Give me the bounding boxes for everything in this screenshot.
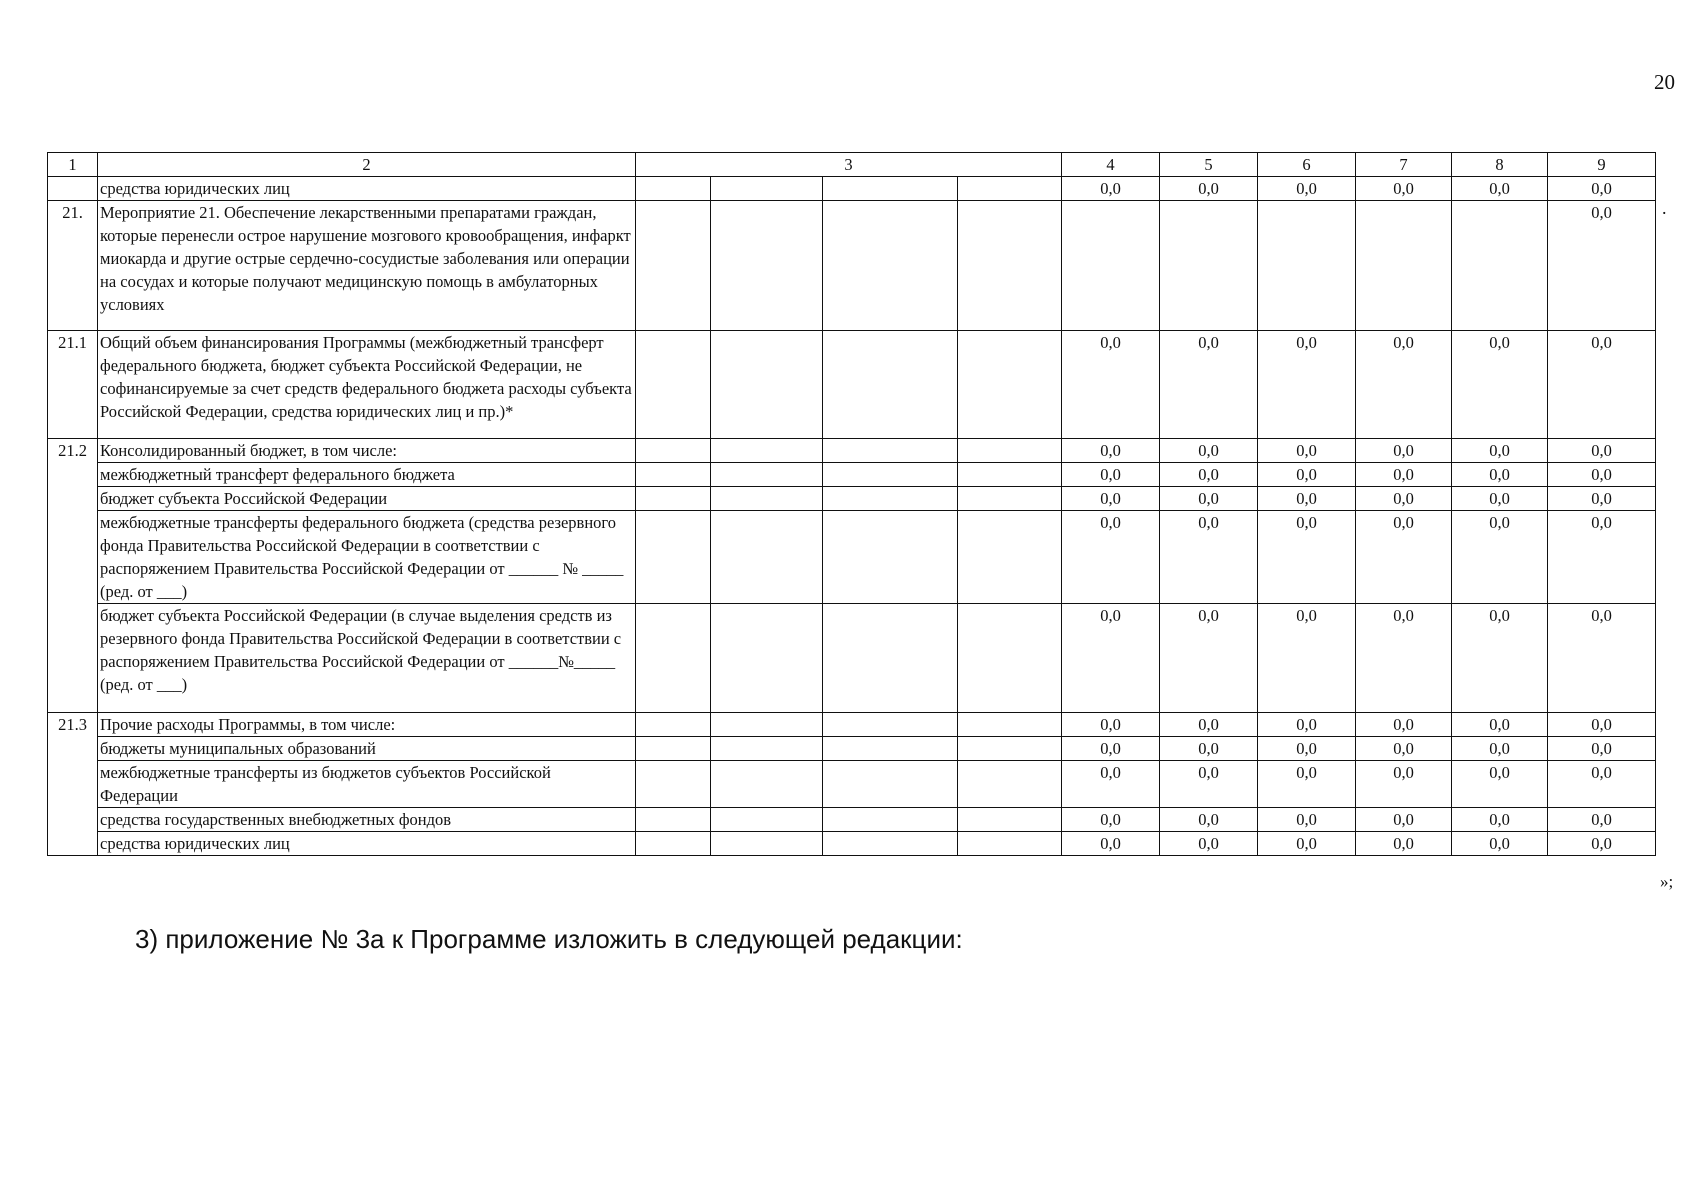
value-cell: 0,0 bbox=[1452, 737, 1548, 761]
column-header: 4 bbox=[1062, 153, 1160, 177]
value-cell: 0,0 bbox=[1160, 439, 1258, 463]
column-header: 2 bbox=[98, 153, 636, 177]
table-row bbox=[48, 177, 1656, 201]
value-cell: 0,0 bbox=[1356, 487, 1452, 511]
row-number bbox=[48, 761, 98, 808]
value-cell: 0,0 bbox=[1356, 737, 1452, 761]
value-cell: 0,0 bbox=[1258, 737, 1356, 761]
value-cell bbox=[1062, 201, 1160, 331]
empty-cell bbox=[636, 808, 711, 832]
row-description: Прочие расходы Программы, в том числе: bbox=[98, 713, 636, 737]
empty-cell bbox=[958, 604, 1062, 713]
value-cell: 0,0 bbox=[1062, 463, 1160, 487]
empty-cell bbox=[823, 511, 958, 604]
empty-cell bbox=[636, 439, 711, 463]
value-cell: 0,0 bbox=[1356, 832, 1452, 856]
value-cell: 0,0 bbox=[1062, 737, 1160, 761]
table-row bbox=[48, 761, 1656, 808]
value-cell: 0,0 bbox=[1160, 604, 1258, 713]
value-cell: 0,0 bbox=[1356, 511, 1452, 604]
value-cell: 0,0 bbox=[1258, 832, 1356, 856]
row-description: Мероприятие 21. Обеспечение лекарственными препаратами граждан, которые перенесли острое нарушение мозгового кровообращения, инфаркт миокарда и другие острые сердечно-сосудистые заболевания или операции на сосудах и которые получают медицинскую помощь в амбулаторных условиях bbox=[98, 201, 636, 331]
value-cell: 0,0 bbox=[1258, 487, 1356, 511]
empty-cell bbox=[711, 604, 823, 713]
empty-cell bbox=[823, 737, 958, 761]
row-description: межбюджетные трансферты федерального бюджета (средства резервного фонда Правительства Российской Федерации в соответствии с распоряжением Правительства Российской Федерации от ______ № _____ (ред. от ___) bbox=[98, 511, 636, 604]
empty-cell bbox=[823, 439, 958, 463]
value-cell: 0,0 bbox=[1160, 808, 1258, 832]
row-number: 21.1 bbox=[48, 331, 98, 439]
value-cell: 0,0 bbox=[1160, 177, 1258, 201]
value-cell: 0,0 bbox=[1452, 487, 1548, 511]
value-cell: 0,0 bbox=[1548, 808, 1656, 832]
empty-cell bbox=[711, 511, 823, 604]
value-cell: 0,0 bbox=[1356, 463, 1452, 487]
value-cell: 0,0 bbox=[1452, 761, 1548, 808]
row-number bbox=[48, 737, 98, 761]
value-cell: 0,0 bbox=[1258, 511, 1356, 604]
empty-cell bbox=[711, 439, 823, 463]
value-cell bbox=[1356, 201, 1452, 331]
row-description: межбюджетные трансферты из бюджетов субъектов Российской Федерации bbox=[98, 761, 636, 808]
empty-cell bbox=[823, 832, 958, 856]
row-number: 21. bbox=[48, 201, 98, 331]
empty-cell bbox=[823, 761, 958, 808]
empty-cell bbox=[711, 463, 823, 487]
value-cell: 0,0 bbox=[1452, 713, 1548, 737]
row-number: 21.2 bbox=[48, 439, 98, 463]
empty-cell bbox=[823, 201, 958, 331]
value-cell: 0,0 bbox=[1258, 463, 1356, 487]
value-cell: 0,0 bbox=[1062, 808, 1160, 832]
column-header: 1 bbox=[48, 153, 98, 177]
table-row bbox=[48, 463, 1656, 487]
value-cell: 0,0 bbox=[1356, 331, 1452, 439]
value-cell: 0,0 bbox=[1548, 177, 1656, 201]
row-description: межбюджетный трансферт федерального бюджета bbox=[98, 463, 636, 487]
empty-cell bbox=[711, 808, 823, 832]
empty-cell bbox=[711, 331, 823, 439]
row-description: бюджет субъекта Российской Федерации bbox=[98, 487, 636, 511]
value-cell: 0,0 bbox=[1548, 463, 1656, 487]
value-cell: 0,0 bbox=[1452, 511, 1548, 604]
row-number bbox=[48, 511, 98, 604]
table-row bbox=[48, 832, 1656, 856]
row-number bbox=[48, 177, 98, 201]
value-cell: 0,0 bbox=[1258, 761, 1356, 808]
instruction-text: 3) приложение № 3а к Программе изложить в следующей редакции: bbox=[135, 924, 963, 954]
empty-cell bbox=[958, 761, 1062, 808]
program-financing-table bbox=[47, 152, 1656, 856]
table-row bbox=[48, 201, 1656, 331]
empty-cell bbox=[636, 177, 711, 201]
value-cell: 0,0 bbox=[1356, 604, 1452, 713]
empty-cell bbox=[636, 331, 711, 439]
value-cell: 0,0 bbox=[1452, 463, 1548, 487]
row-number bbox=[48, 463, 98, 487]
value-cell: 0,0 bbox=[1062, 832, 1160, 856]
column-header: 5 bbox=[1160, 153, 1258, 177]
row-number: 21.3 bbox=[48, 713, 98, 737]
row-description: Консолидированный бюджет, в том числе: bbox=[98, 439, 636, 463]
table-row bbox=[48, 487, 1656, 511]
value-cell: 0,0 bbox=[1160, 761, 1258, 808]
row-number bbox=[48, 808, 98, 832]
value-cell: 0,0 bbox=[1062, 511, 1160, 604]
table-row bbox=[48, 511, 1656, 604]
empty-cell bbox=[958, 832, 1062, 856]
empty-cell bbox=[823, 177, 958, 201]
value-cell: 0,0 bbox=[1452, 177, 1548, 201]
empty-cell bbox=[636, 761, 711, 808]
column-header: 6 bbox=[1258, 153, 1356, 177]
value-cell: 0,0 bbox=[1548, 487, 1656, 511]
value-cell: 0,0 bbox=[1160, 737, 1258, 761]
value-cell: 0,0 bbox=[1548, 832, 1656, 856]
empty-cell bbox=[958, 331, 1062, 439]
value-cell: 0,0 bbox=[1160, 463, 1258, 487]
empty-cell bbox=[636, 201, 711, 331]
table-row bbox=[48, 604, 1656, 713]
table-row bbox=[48, 808, 1656, 832]
value-cell: 0,0 bbox=[1160, 331, 1258, 439]
value-cell: 0,0 bbox=[1258, 713, 1356, 737]
row-description: средства государственных внебюджетных фондов bbox=[98, 808, 636, 832]
value-cell: 0,0 bbox=[1356, 713, 1452, 737]
value-cell: 0,0 bbox=[1062, 713, 1160, 737]
value-cell: 0,0 bbox=[1548, 761, 1656, 808]
empty-cell bbox=[958, 487, 1062, 511]
value-cell: 0,0 bbox=[1062, 177, 1160, 201]
row-number bbox=[48, 604, 98, 713]
empty-cell bbox=[958, 808, 1062, 832]
row-number bbox=[48, 832, 98, 856]
empty-cell bbox=[711, 201, 823, 331]
empty-cell bbox=[636, 737, 711, 761]
value-cell: 0,0 bbox=[1356, 439, 1452, 463]
value-cell: 0,0 bbox=[1160, 487, 1258, 511]
empty-cell bbox=[711, 177, 823, 201]
value-cell: 0,0 bbox=[1258, 331, 1356, 439]
page-number: 20 bbox=[1654, 70, 1675, 94]
value-cell: 0,0 bbox=[1548, 201, 1656, 331]
value-cell: 0,0 bbox=[1452, 808, 1548, 832]
column-header: 9 bbox=[1548, 153, 1656, 177]
empty-cell bbox=[958, 177, 1062, 201]
row-description: бюджет субъекта Российской Федерации (в случае выделения средств из резервного фонда Правительства Российской Федерации в соответствии с распоряжением Правительства Российской Федерации от ______№_____ (ред. от ___) bbox=[98, 604, 636, 713]
value-cell: 0,0 bbox=[1548, 439, 1656, 463]
empty-cell bbox=[958, 201, 1062, 331]
column-header: 8 bbox=[1452, 153, 1548, 177]
value-cell: 0,0 bbox=[1062, 439, 1160, 463]
value-cell: 0,0 bbox=[1548, 737, 1656, 761]
closing-quote-mark: »; bbox=[1660, 872, 1674, 891]
value-cell: 0,0 bbox=[1258, 439, 1356, 463]
value-cell: 0,0 bbox=[1452, 832, 1548, 856]
empty-cell bbox=[958, 737, 1062, 761]
empty-cell bbox=[711, 487, 823, 511]
empty-cell bbox=[711, 761, 823, 808]
value-cell: 0,0 bbox=[1062, 761, 1160, 808]
value-cell: 0,0 bbox=[1062, 331, 1160, 439]
row-description: средства юридических лиц bbox=[98, 177, 636, 201]
value-cell: 0,0 bbox=[1356, 177, 1452, 201]
value-cell: 0,0 bbox=[1062, 604, 1160, 713]
column-header: 7 bbox=[1356, 153, 1452, 177]
value-cell: 0,0 bbox=[1160, 511, 1258, 604]
value-cell: 0,0 bbox=[1160, 713, 1258, 737]
value-cell: 0,0 bbox=[1548, 713, 1656, 737]
empty-cell bbox=[711, 832, 823, 856]
empty-cell bbox=[711, 713, 823, 737]
empty-cell bbox=[636, 604, 711, 713]
value-cell: 0,0 bbox=[1356, 761, 1452, 808]
row-description: Общий объем финансирования Программы (межбюджетный трансферт федерального бюджета, бюджет субъекта Российской Федерации, не софинансируемые за счет средств федерального бюджета расходы субъекта Российской Федерации, средства юридических лиц и пр.)* bbox=[98, 331, 636, 439]
value-cell: 0,0 bbox=[1548, 511, 1656, 604]
row-description: бюджеты муниципальных образований bbox=[98, 737, 636, 761]
value-cell: 0,0 bbox=[1452, 604, 1548, 713]
value-cell: 0,0 bbox=[1548, 331, 1656, 439]
stray-mark: . bbox=[1662, 198, 1667, 218]
value-cell bbox=[1258, 201, 1356, 331]
table-row bbox=[48, 713, 1656, 737]
column-header: 3 bbox=[636, 153, 1062, 177]
value-cell: 0,0 bbox=[1452, 439, 1548, 463]
value-cell: 0,0 bbox=[1452, 331, 1548, 439]
empty-cell bbox=[636, 511, 711, 604]
empty-cell bbox=[711, 737, 823, 761]
value-cell: 0,0 bbox=[1258, 604, 1356, 713]
value-cell: 0,0 bbox=[1258, 177, 1356, 201]
empty-cell bbox=[958, 511, 1062, 604]
value-cell bbox=[1452, 201, 1548, 331]
value-cell: 0,0 bbox=[1356, 808, 1452, 832]
table-row bbox=[48, 737, 1656, 761]
value-cell: 0,0 bbox=[1258, 808, 1356, 832]
table-header-row bbox=[48, 153, 1656, 177]
empty-cell bbox=[958, 439, 1062, 463]
row-number bbox=[48, 487, 98, 511]
empty-cell bbox=[636, 713, 711, 737]
empty-cell bbox=[636, 832, 711, 856]
empty-cell bbox=[958, 463, 1062, 487]
empty-cell bbox=[958, 713, 1062, 737]
value-cell: 0,0 bbox=[1548, 604, 1656, 713]
table-row bbox=[48, 331, 1656, 439]
empty-cell bbox=[823, 463, 958, 487]
row-description: средства юридических лиц bbox=[98, 832, 636, 856]
empty-cell bbox=[823, 713, 958, 737]
empty-cell bbox=[823, 331, 958, 439]
value-cell: 0,0 bbox=[1160, 832, 1258, 856]
empty-cell bbox=[823, 487, 958, 511]
empty-cell bbox=[823, 808, 958, 832]
empty-cell bbox=[636, 487, 711, 511]
value-cell bbox=[1160, 201, 1258, 331]
empty-cell bbox=[636, 463, 711, 487]
table-row bbox=[48, 439, 1656, 463]
empty-cell bbox=[823, 604, 958, 713]
value-cell: 0,0 bbox=[1062, 487, 1160, 511]
